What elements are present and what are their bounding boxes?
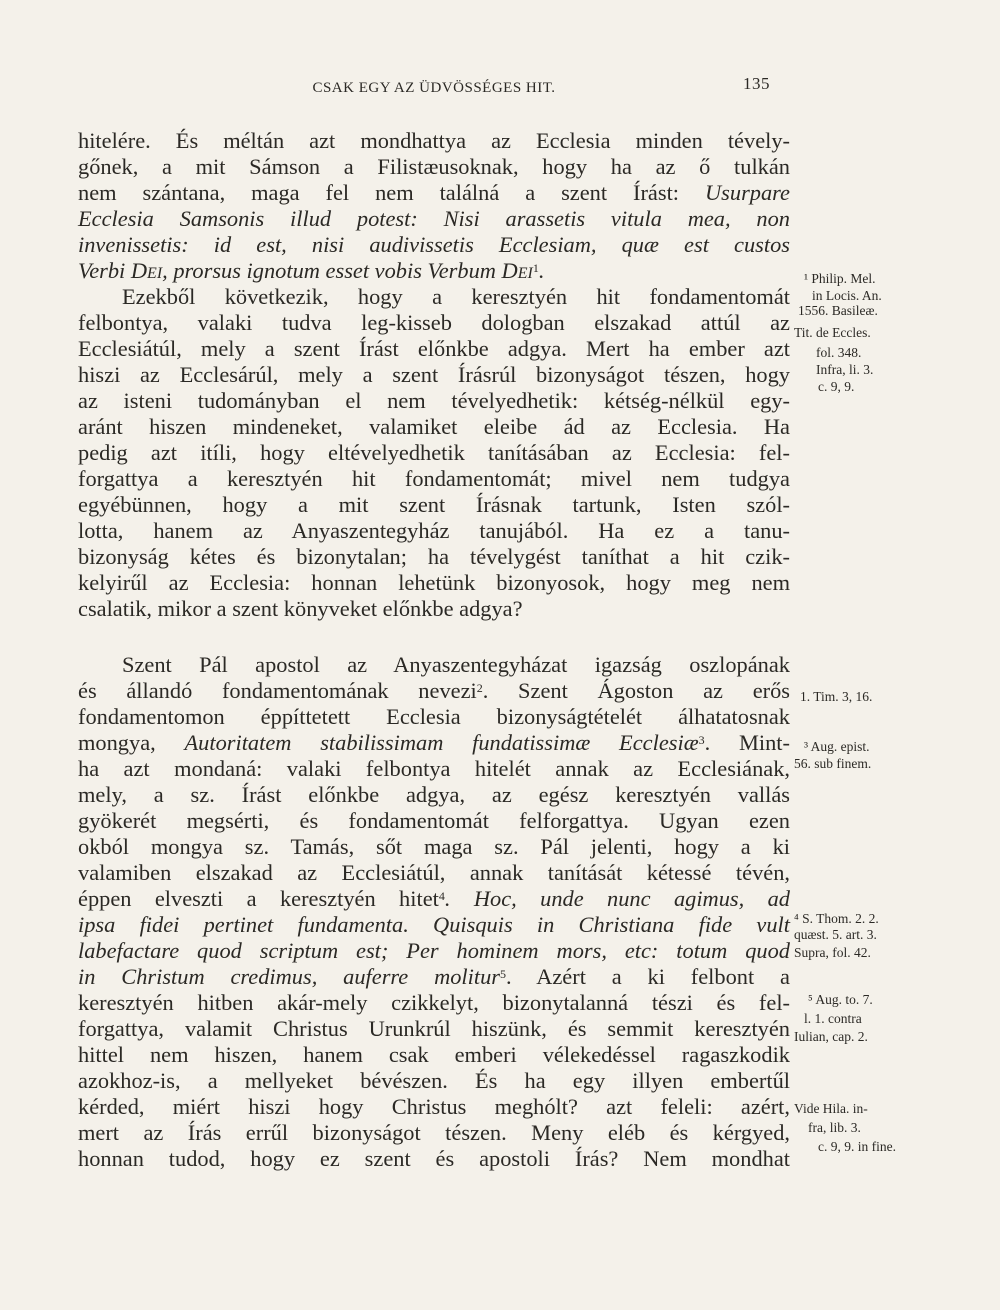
marginal-note: fol. 348. xyxy=(816,345,862,360)
marginal-note: ¹ Philip. Mel. xyxy=(804,271,876,286)
marginal-note: c. 9, 9. in fine. xyxy=(818,1139,896,1154)
marginal-note: 1556. Basileæ. xyxy=(798,303,878,318)
text-line: éppen elveszti a keresztyén hitet$^4$. Hoc, unde nunc agimus, ad xyxy=(78,886,791,911)
marginal-note: ³ Aug. epist. xyxy=(804,739,870,754)
running-header xyxy=(78,74,790,104)
text-line: ha azt mondaná: valaki felbontya hitelét annak az Ecclesiának, xyxy=(78,756,790,781)
text-line: kérded, miért hiszi hogy Christus meghólt? azt feleli: azért, xyxy=(78,1094,790,1119)
text-line: az isteni tudományban el nem tévelyedhetik: kétség-nélkül egy- xyxy=(78,388,790,413)
marginal-note: Supra, fol. 42. xyxy=(794,945,871,960)
text-line: bizonyság kétes és bizonytalan; ha tévelygést taníthat a hit czik- xyxy=(78,544,790,569)
text-line: honnan tudod, hogy ez szent és apostoli Írás? Nem mondhat xyxy=(78,1146,790,1171)
text-line: lotta, hanem az Anyaszentegyház tanujából. Ha ez a tanu- xyxy=(78,518,790,543)
text-line: hitelére. És méltán azt mondhattya az Ecclesia minden tévely- xyxy=(78,128,790,153)
marginal-note: Iulian, cap. 2. xyxy=(794,1029,868,1044)
text-line: aránt hiszen mindeneket, valamiket eleibe ád az Ecclesia. Ha xyxy=(78,414,790,439)
text-line: Ezekből következik, hogy a keresztyén hit fondamentomát xyxy=(122,284,790,309)
text-line: pedig azt itíli, hogy eltévelyedhetik tanításában az Ecclesia: fel- xyxy=(78,440,790,465)
text-line: kelyirűl az Ecclesia: honnan lehetünk bizonyosok, hogy meg nem xyxy=(78,570,790,595)
text-line: Szent Pál apostol az Anyaszentegyházat igazság oszlopának xyxy=(122,652,790,677)
marginal-note: Tit. de Eccles. xyxy=(794,325,871,340)
text-line: forgattya a keresztyén hit fondamentomát; mivel nem tudgya xyxy=(78,466,790,491)
text-line: okból mongya sz. Tamás, sőt maga sz. Pál jelenti, hogy a ki xyxy=(78,834,790,859)
text-line: labefactare quod scriptum est; Per hominem mors, etc: totum quod xyxy=(78,938,790,963)
marginal-note: in Locis. An. xyxy=(812,288,882,303)
text-line: Ecclesia Samsonis illud potest: Nisi arassetis vitula mea, non xyxy=(78,206,790,231)
marginal-note: ⁴ S. Thom. 2. 2. xyxy=(794,911,879,926)
text-line: invenissetis: id est, nisi audivissetis Ecclesiam, quæ est custos xyxy=(78,232,790,257)
marginal-note: 1. Tim. 3, 16. xyxy=(800,689,873,704)
text-line: mely, a sz. Írást előnkbe adgya, az egész keresztyén vallás xyxy=(78,782,790,807)
text-line: azokhoz-is, a mellyeket bévészen. És ha egy illyen embertűl xyxy=(78,1068,790,1093)
text-line: felbontya, valaki tudva leg-kisseb dologban elszakad attúl az xyxy=(78,310,790,335)
page-number: 135 xyxy=(743,74,770,93)
marginal-note: fra, lib. 3. xyxy=(808,1120,861,1135)
text-line: forgattya, valamit Christus Urunkrúl hiszünk, és semmit keresztyén xyxy=(78,1016,790,1041)
marginal-note: c. 9, 9. xyxy=(818,379,855,394)
text-line: hittel nem hiszen, hanem csak emberi vélekedéssel ragaszkodik xyxy=(78,1042,790,1067)
text-line: Verbi Dei, prorsus ignotum esset vobis Verbum Dei$^1$. xyxy=(78,258,545,283)
text-line: nem szántana, maga fel nem találná a szent Írást: Usurpare xyxy=(78,180,790,205)
text-line: mert az Írás errűl bizonyságot tészen. Meny eléb és kérgyed, xyxy=(78,1120,790,1145)
marginal-note: quæst. 5. art. 3. xyxy=(794,927,877,942)
text-line: in Christum credimus, auferre molitur$^5$. Azért a ki felbont a xyxy=(78,964,790,989)
marginal-note: 56. sub finem. xyxy=(794,756,872,771)
marginal-note: ⁵ Aug. to. 7. xyxy=(808,992,873,1007)
text-line: és állandó fondamentomának nevezi$^2$. Szent Ágoston az erős xyxy=(78,678,790,703)
marginal-note: l. 1. contra xyxy=(804,1011,862,1026)
text-line: fondamentomon éppíttetett Ecclesia bizonyságtételét álhatatosnak xyxy=(78,704,790,729)
text-line: Ecclesiátúl, mely a szent Írást előnkbe adgya. Mert ha ember azt xyxy=(78,336,790,361)
marginal-note: Infra, li. 3. xyxy=(816,362,874,377)
text-line: mongya, Autoritatem stabilissimam fundatissimæ Ecclesiæ$^3$. Mint- xyxy=(78,730,790,755)
text-line: egyébünnen, hogy a mit szent Írásnak tartunk, Isten szól- xyxy=(78,492,790,517)
text-line: keresztyén hitben akár-mely czikkelyt, bizonytalanná tészi és fel- xyxy=(78,990,790,1015)
text-line: csalatik, mikor a szent könyveket előnkbe adgya? xyxy=(78,596,523,621)
text-line: gyökerét megsérti, és fondamentomát felforgattya. Ugyan ezen xyxy=(78,808,790,833)
marginal-note: Vide Hila. in- xyxy=(794,1101,868,1116)
text-line: gőnek, a mit Sámson a Filistæusoknak, hogy ha az ő tulkán xyxy=(78,154,790,179)
text-line: valamiben elszakad az Ecclesiátúl, annak tanítását kétessé tévén, xyxy=(78,860,790,885)
running-title: CSAK EGY AZ ÜDVÖSSÉGES HIT. xyxy=(312,80,556,96)
text-line: ipsa fidei pertinet fundamenta. Quisquis in Christiana fide vult xyxy=(78,912,790,937)
text-line: hiszi az Ecclesárúl, mely a szent Írásrúl bizonyságot tészen, hogy xyxy=(78,362,790,387)
